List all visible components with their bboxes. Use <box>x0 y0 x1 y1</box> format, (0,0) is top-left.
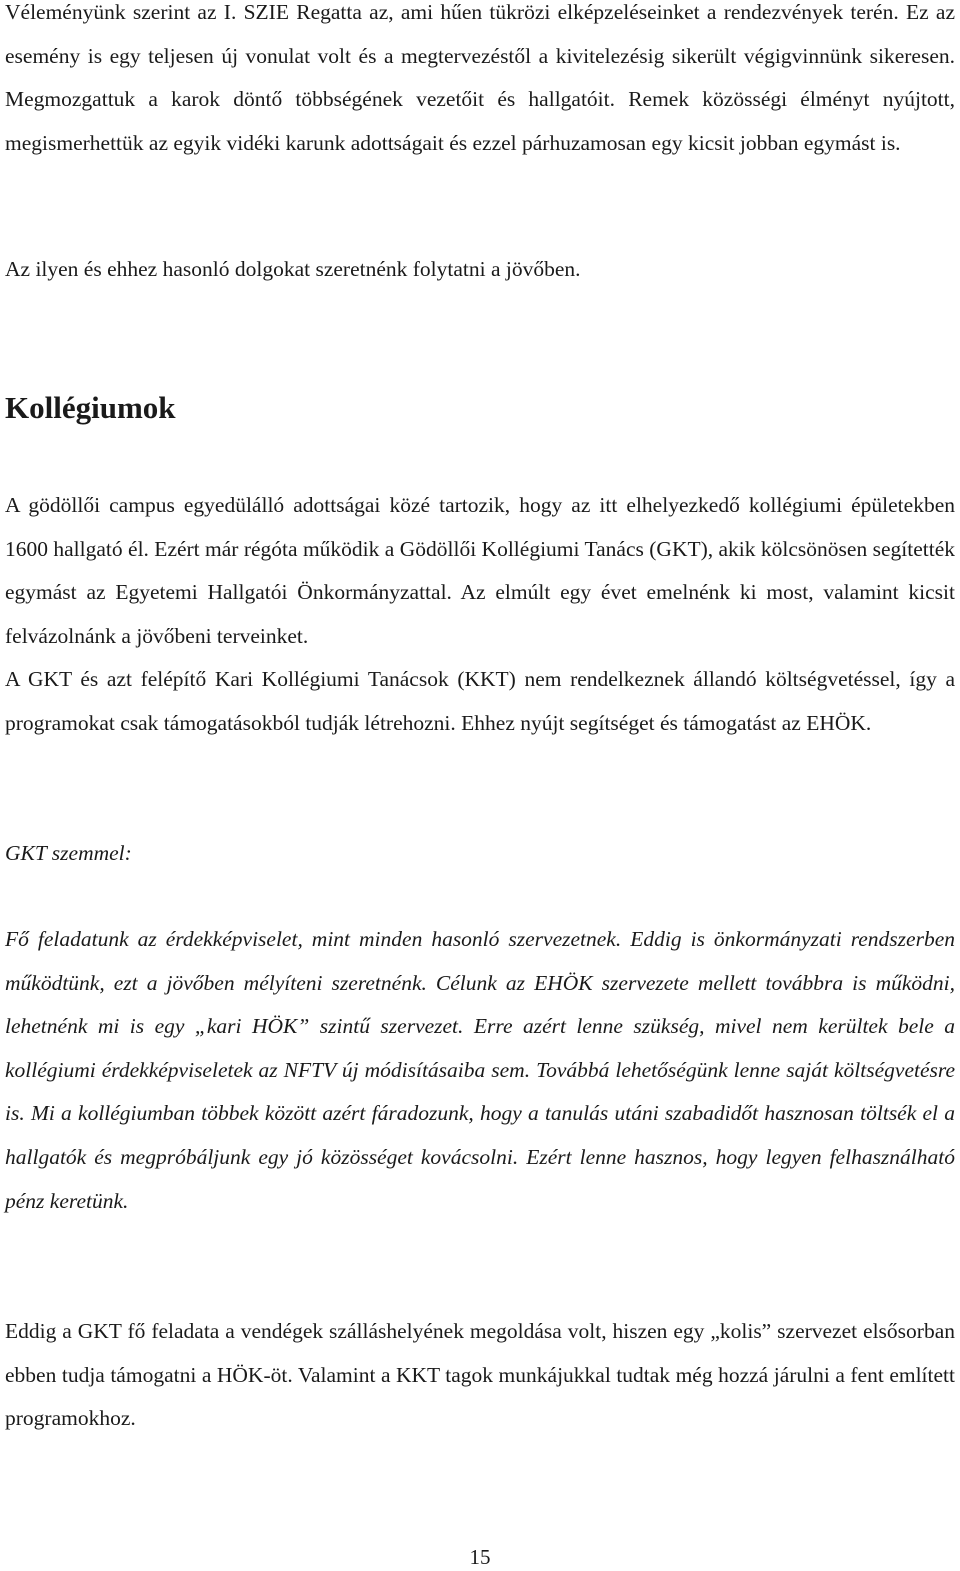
paragraph-gkt-tasks: Eddig a GKT fő feladata a vendégek szálláshelyének megoldása volt, hiszen egy „kolis” szervezet elsősorban ebben tudja támogatni a HÖK-öt. Valamint a KKT tagok munkájukkal tudtak még hozzá járulni a fent említett programokhoz. <box>5 1319 955 1431</box>
paragraph-future: Az ilyen és ehhez hasonló dolgokat szeretnénk folytatni a jövőben. <box>5 257 581 281</box>
paragraph-gkt-goals: Fő feladatunk az érdekképviselet, mint minden hasonló szervezetnek. Eddig is önkormányzati rendszerben működtünk, ezt a jövőben mélyíteni szeretnénk. Célunk az EHÖK szervezete mellett továbbra is működni, lehetnénk mi is egy „kari HÖK” szintű szervezet. Erre azért lenne szükség, mivel nem kerültek bele a kollégiumi érdekképviseletek az NFTV új módisításaiba sem. Továbbá lehetőségünk lenne saját költségvetésre is. Mi a kollégiumban többek között azért fáradozunk, hogy a tanulás utáni szabadidőt hasznosan töltsék el a hallgatók és megpróbáljunk egy jó közösséget kovácsolni. Ezért lenne hasznos, hogy legyen felhasználható pénz keretünk. <box>5 927 955 1213</box>
paragraph-campus: A gödöllői campus egyedülálló adottságai közé tartozik, hogy az itt elhelyezkedő kollégiumi épületekben 1600 hallgató él. Ezért már régóta működik a Gödöllői Kollégiumi Tanács (GKT), akik kölcsönösen segítették egymást az Egyetemi Hallgatói Önkormányzattal. Az elmúlt egy évet emelnénk ki most, valamint kicsit felvázolnánk a jövőbeni terveinket. <box>5 493 955 648</box>
page-number: 15 <box>469 1545 491 1569</box>
paragraph-regatta: Véleményünk szerint az I. SZIE Regatta az, ami hűen tükrözi elképzeléseinket a rendezvények terén. Ez az esemény is egy teljesen új vonulat volt és a megtervezéstől a kivitelezésig sikerült végigvinnünk sikeresen. Megmozgattuk a karok döntő többségének vezetőit és hallgatóit. Remek közösségi élményt nyújtott, megismerhettük az egyik vidéki karunk adottságait és ezzel párhuzamosan egy kicsit jobban egymást is. <box>5 0 955 155</box>
subheading-gkt-view: GKT szemmel: <box>5 841 132 865</box>
paragraph-gkt-budget: A GKT és azt felépítő Kari Kollégiumi Tanácsok (KKT) nem rendelkeznek állandó költségvetéssel, így a programokat csak támogatásokból tudják létrehozni. Ehhez nyújt segítséget és támogatást az EHÖK. <box>5 667 955 735</box>
section-heading-kollegiumok: Kollégiumok <box>5 390 176 425</box>
